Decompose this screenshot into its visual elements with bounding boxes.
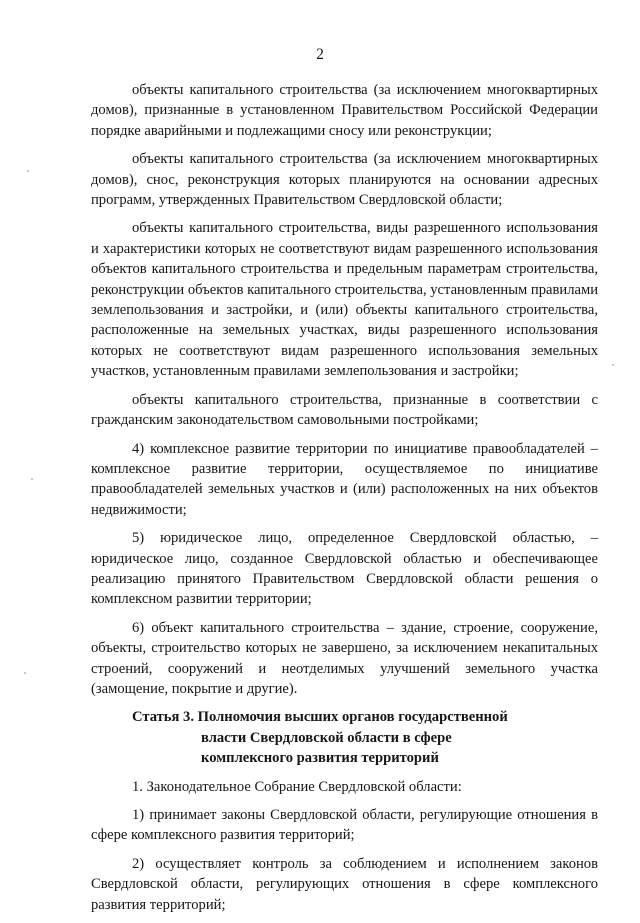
- scan-speck: [612, 364, 614, 366]
- paragraph-power-2: 2) осуществляет контроль за соблюдением и исполнением законов Свердловской области, регулирующих отношения в сфере комплексного развития территорий;: [91, 855, 598, 913]
- paragraph-demolition-programs: объекты капитального строительства (за исключением многоквартирных домов), снос, реконструкция которых планируются на основании адресных программ, утвержденных Правительством Свердловской области;: [91, 151, 598, 209]
- paragraph-definition-6: 6) объект капитального строительства – здание, строение, сооружение, объекты, строительство которых не завершено, за исключением некапитальных строений, сооружений и неотделимых улучшений земельного участка (замощение, покрытие и другие).: [91, 619, 598, 697]
- page-number: 2: [316, 46, 324, 63]
- article-title-line-3: комплексного развития территорий: [201, 750, 439, 767]
- paragraph-unauthorized-buildings: объекты капитального строительства, признанные в соответствии с гражданским законодательством самовольными постройками;: [91, 391, 598, 429]
- paragraph-definition-4: 4) комплексное развитие территории по инициативе правообладателей – комплексное развитие территории, осуществляемое по инициативе правообладателей земельных участков и (или) расположенных на них объектов недвижимости;: [91, 440, 598, 518]
- article-title-line-1: Статья 3. Полномочия высших органов государственной: [132, 709, 508, 726]
- paragraph-power-1: 1) принимает законы Свердловской области, регулирующие отношения в сфере комплексного развития территорий;: [91, 807, 598, 844]
- document-body: [91, 80, 598, 923]
- scan-speck: [27, 170, 29, 172]
- scan-speck: [24, 672, 26, 674]
- scan-speck: [31, 478, 33, 480]
- paragraph-emergency-objects: объекты капитального строительства (за исключением многоквартирных домов), признанные в установленном Правительством Российской Федерации порядке аварийными и подлежащими сносу или реконструкции;: [91, 82, 598, 139]
- paragraph-legislative-assembly: 1. Законодательное Собрание Свердловской области:: [132, 778, 462, 795]
- article-title-line-2: власти Свердловской области в сфере: [201, 729, 452, 746]
- paragraph-definition-5: 5) юридическое лицо, определенное Свердловской областью, – юридическое лицо, созданное Свердловской областью и обеспечивающее реализацию принятого Правительством Свердловской области решения о комплексном развитии территории;: [91, 530, 598, 608]
- paragraph-nonconforming-objects: объекты капитального строительства, виды разрешенного использования и характеристики которых не соответствуют видам разрешенного использования объектов капитального строительства и предельным параметрам строительства, реконструкции объектов капитального строительства, установленным правилами землепользования и застройки, и (или) объекты капитального строительства, расположенные на земельных участках, виды разрешенного использования которых не соответствуют видам разрешенного использования земельных участков, установленным правилами землепользования и застройки;: [91, 220, 599, 380]
- article-3-heading: [91, 707, 598, 768]
